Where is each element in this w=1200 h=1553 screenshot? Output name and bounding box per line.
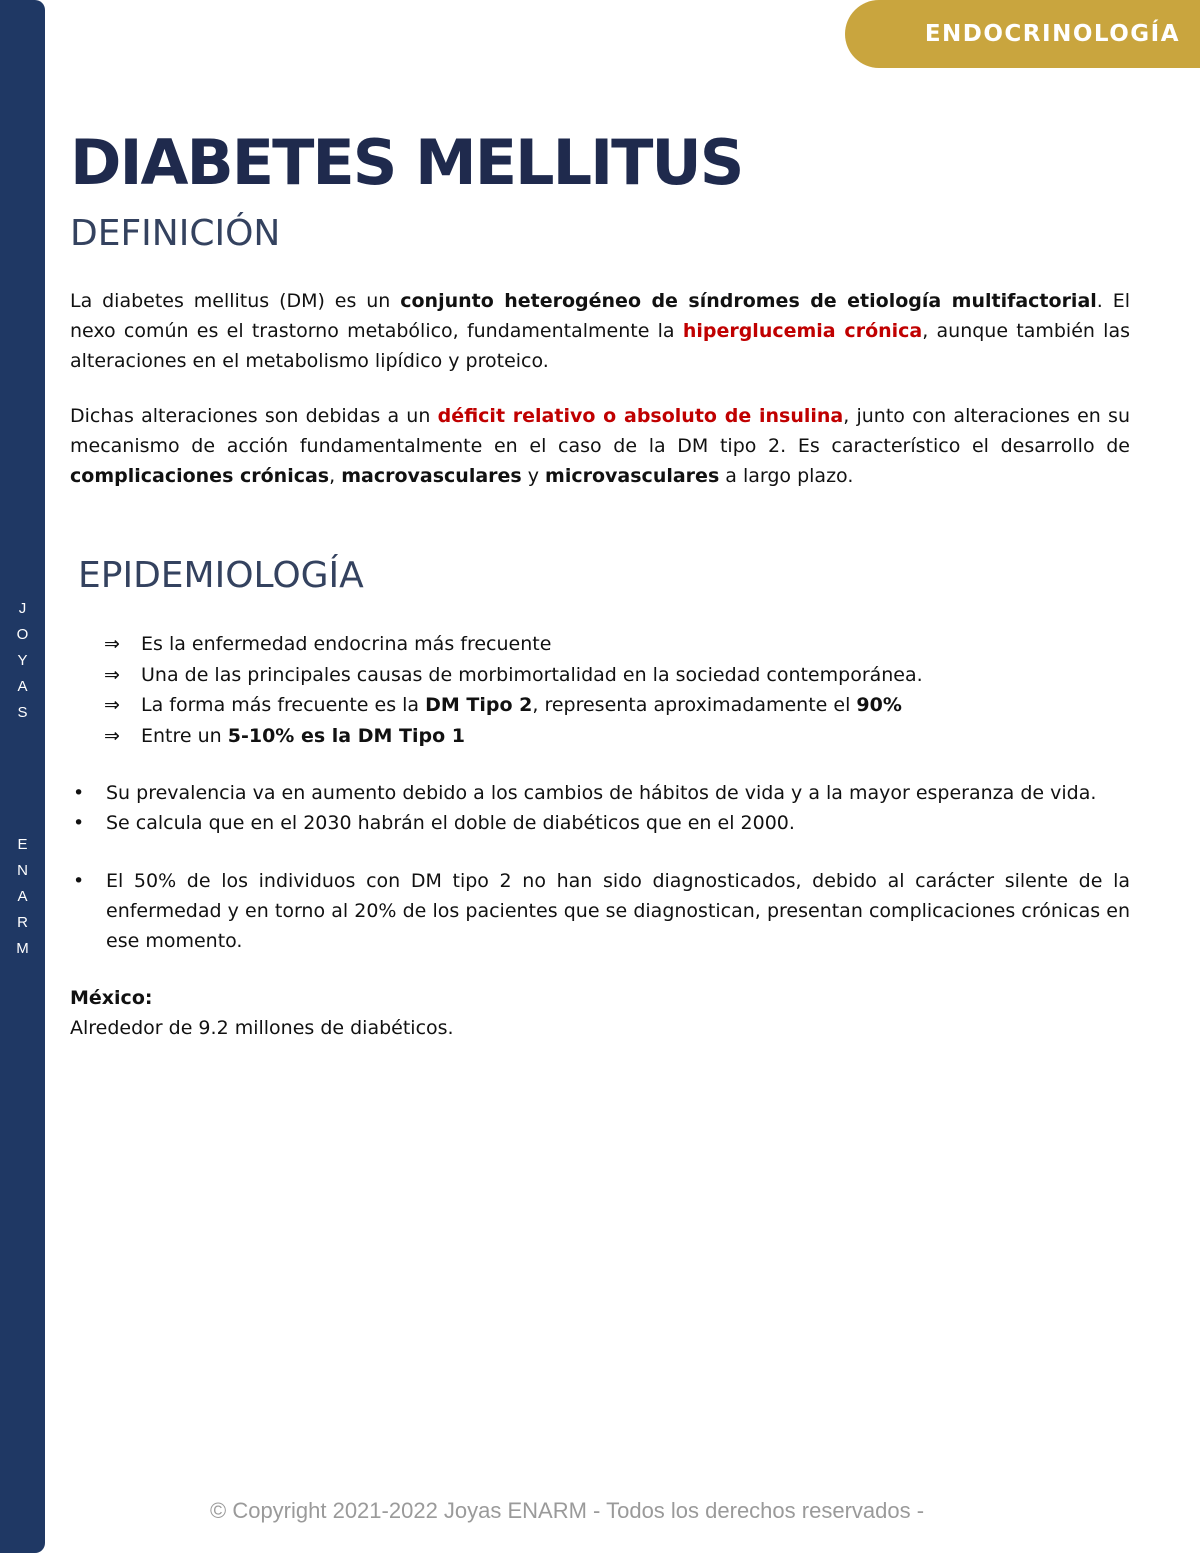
sidebar-letter: A (17, 678, 28, 695)
heading-definicion: DEFINICIÓN (70, 213, 281, 254)
sidebar-letter: S (17, 704, 28, 721)
highlight-run: déficit relativo o absoluto de insulina (437, 405, 844, 427)
arrow-icon: ⇒ (104, 663, 120, 686)
text-run: Dichas alteraciones son debidas a un (70, 405, 438, 427)
heading-epidemiologia: EPIDEMIOLOGÍA (78, 555, 364, 596)
section-tab (845, 0, 1200, 68)
bold-run: microvasculares (545, 465, 720, 487)
sidebar-letter: A (17, 888, 28, 905)
text-run: Su prevalencia va en aumento debido a los cambios de hábitos de vida y a la mayor esperanza de vida. (106, 782, 1097, 804)
copyright-footer: © Copyright 2021-2022 Joyas ENARM - Todos los derechos reservados - (210, 1498, 925, 1523)
mexico-block (70, 983, 1130, 1043)
text-run: La forma más frecuente es la (141, 694, 426, 716)
sidebar-letter: R (17, 914, 28, 931)
text-run: a largo plazo. (719, 465, 854, 487)
list-item (104, 690, 923, 721)
sidebar-band (0, 0, 45, 1553)
text-run: Es la enfermedad endocrina más frecuente (141, 633, 552, 655)
sidebar-word-enarm (0, 832, 45, 962)
bullet-icon: • (73, 782, 85, 804)
text-run: Entre un (141, 724, 228, 747)
section-tab-label: ENDOCRINOLOGÍA (924, 21, 1180, 47)
text-run: , (329, 465, 342, 487)
arrow-icon: ⇒ (104, 633, 120, 655)
text-run: La diabetes mellitus (DM) es un (70, 290, 401, 312)
mexico-label: México: (70, 987, 153, 1009)
text-run: y (521, 465, 546, 487)
sidebar-letter: M (16, 940, 29, 957)
bullet-icon: • (73, 870, 85, 892)
bullet-list-1 (70, 778, 1130, 838)
arrow-icon: ⇒ (104, 694, 120, 716)
text-run: , junto con alteraciones en su mecanismo de acción fundamentalmente en el caso de la DM tipo 2. Es característico el desarrollo de (70, 405, 1130, 457)
text-run: El 50% de los individuos con DM tipo 2 no han sido diagnosticados, debido al carácter silente de la enfermedad y en torno al 20% de los pacientes que se diagnostican, presentan complicaciones crónicas en ese momento. (106, 870, 1130, 952)
text-run: Una de las principales causas de morbimortalidad en la sociedad contemporánea. (141, 663, 923, 686)
bold-run: 90% (856, 694, 902, 716)
sidebar-word-joyas (0, 596, 45, 726)
list-item (104, 660, 923, 691)
paragraph-definicion-2 (70, 401, 1130, 491)
arrow-icon: ⇒ (104, 724, 120, 747)
bold-run: conjunto heterogéneo de síndromes de etiología multifactorial (400, 290, 1097, 312)
text-run: , aunque también las alteraciones en el metabolismo lipídico y proteico. (70, 320, 1130, 372)
list-item (70, 866, 1130, 956)
bold-run: DM Tipo 2 (425, 694, 533, 716)
list-item (70, 778, 1130, 808)
arrow-list (104, 629, 923, 751)
sidebar-letter: O (16, 626, 29, 643)
highlight-run: hiperglucemia crónica (682, 320, 923, 342)
list-item (104, 721, 923, 752)
sidebar-letter: J (18, 600, 27, 617)
text-run: Se calcula que en el 2030 habrán el doble de diabéticos que en el 2000. (106, 812, 795, 834)
sidebar-letter: E (17, 836, 28, 853)
list-item (70, 808, 1130, 838)
mexico-text: Alrededor de 9.2 millones de diabéticos. (70, 1017, 454, 1039)
text-run: , representa aproximadamente el (532, 694, 857, 716)
sidebar-letter: Y (17, 652, 28, 669)
list-item (104, 629, 923, 660)
sidebar-letter: N (17, 862, 28, 879)
bullet-icon: • (73, 812, 85, 834)
bold-run: complicaciones crónicas (70, 465, 330, 487)
bold-run: macrovasculares (341, 465, 522, 487)
bold-run: 5-10% es la DM Tipo 1 (227, 724, 465, 747)
paragraph-definicion-1 (70, 286, 1130, 376)
page-title: DIABETES MELLITUS (70, 126, 743, 199)
bullet-list-2 (70, 866, 1130, 956)
text-run: . El nexo común es el trastorno metabólico, fundamentalmente la (70, 290, 1130, 342)
